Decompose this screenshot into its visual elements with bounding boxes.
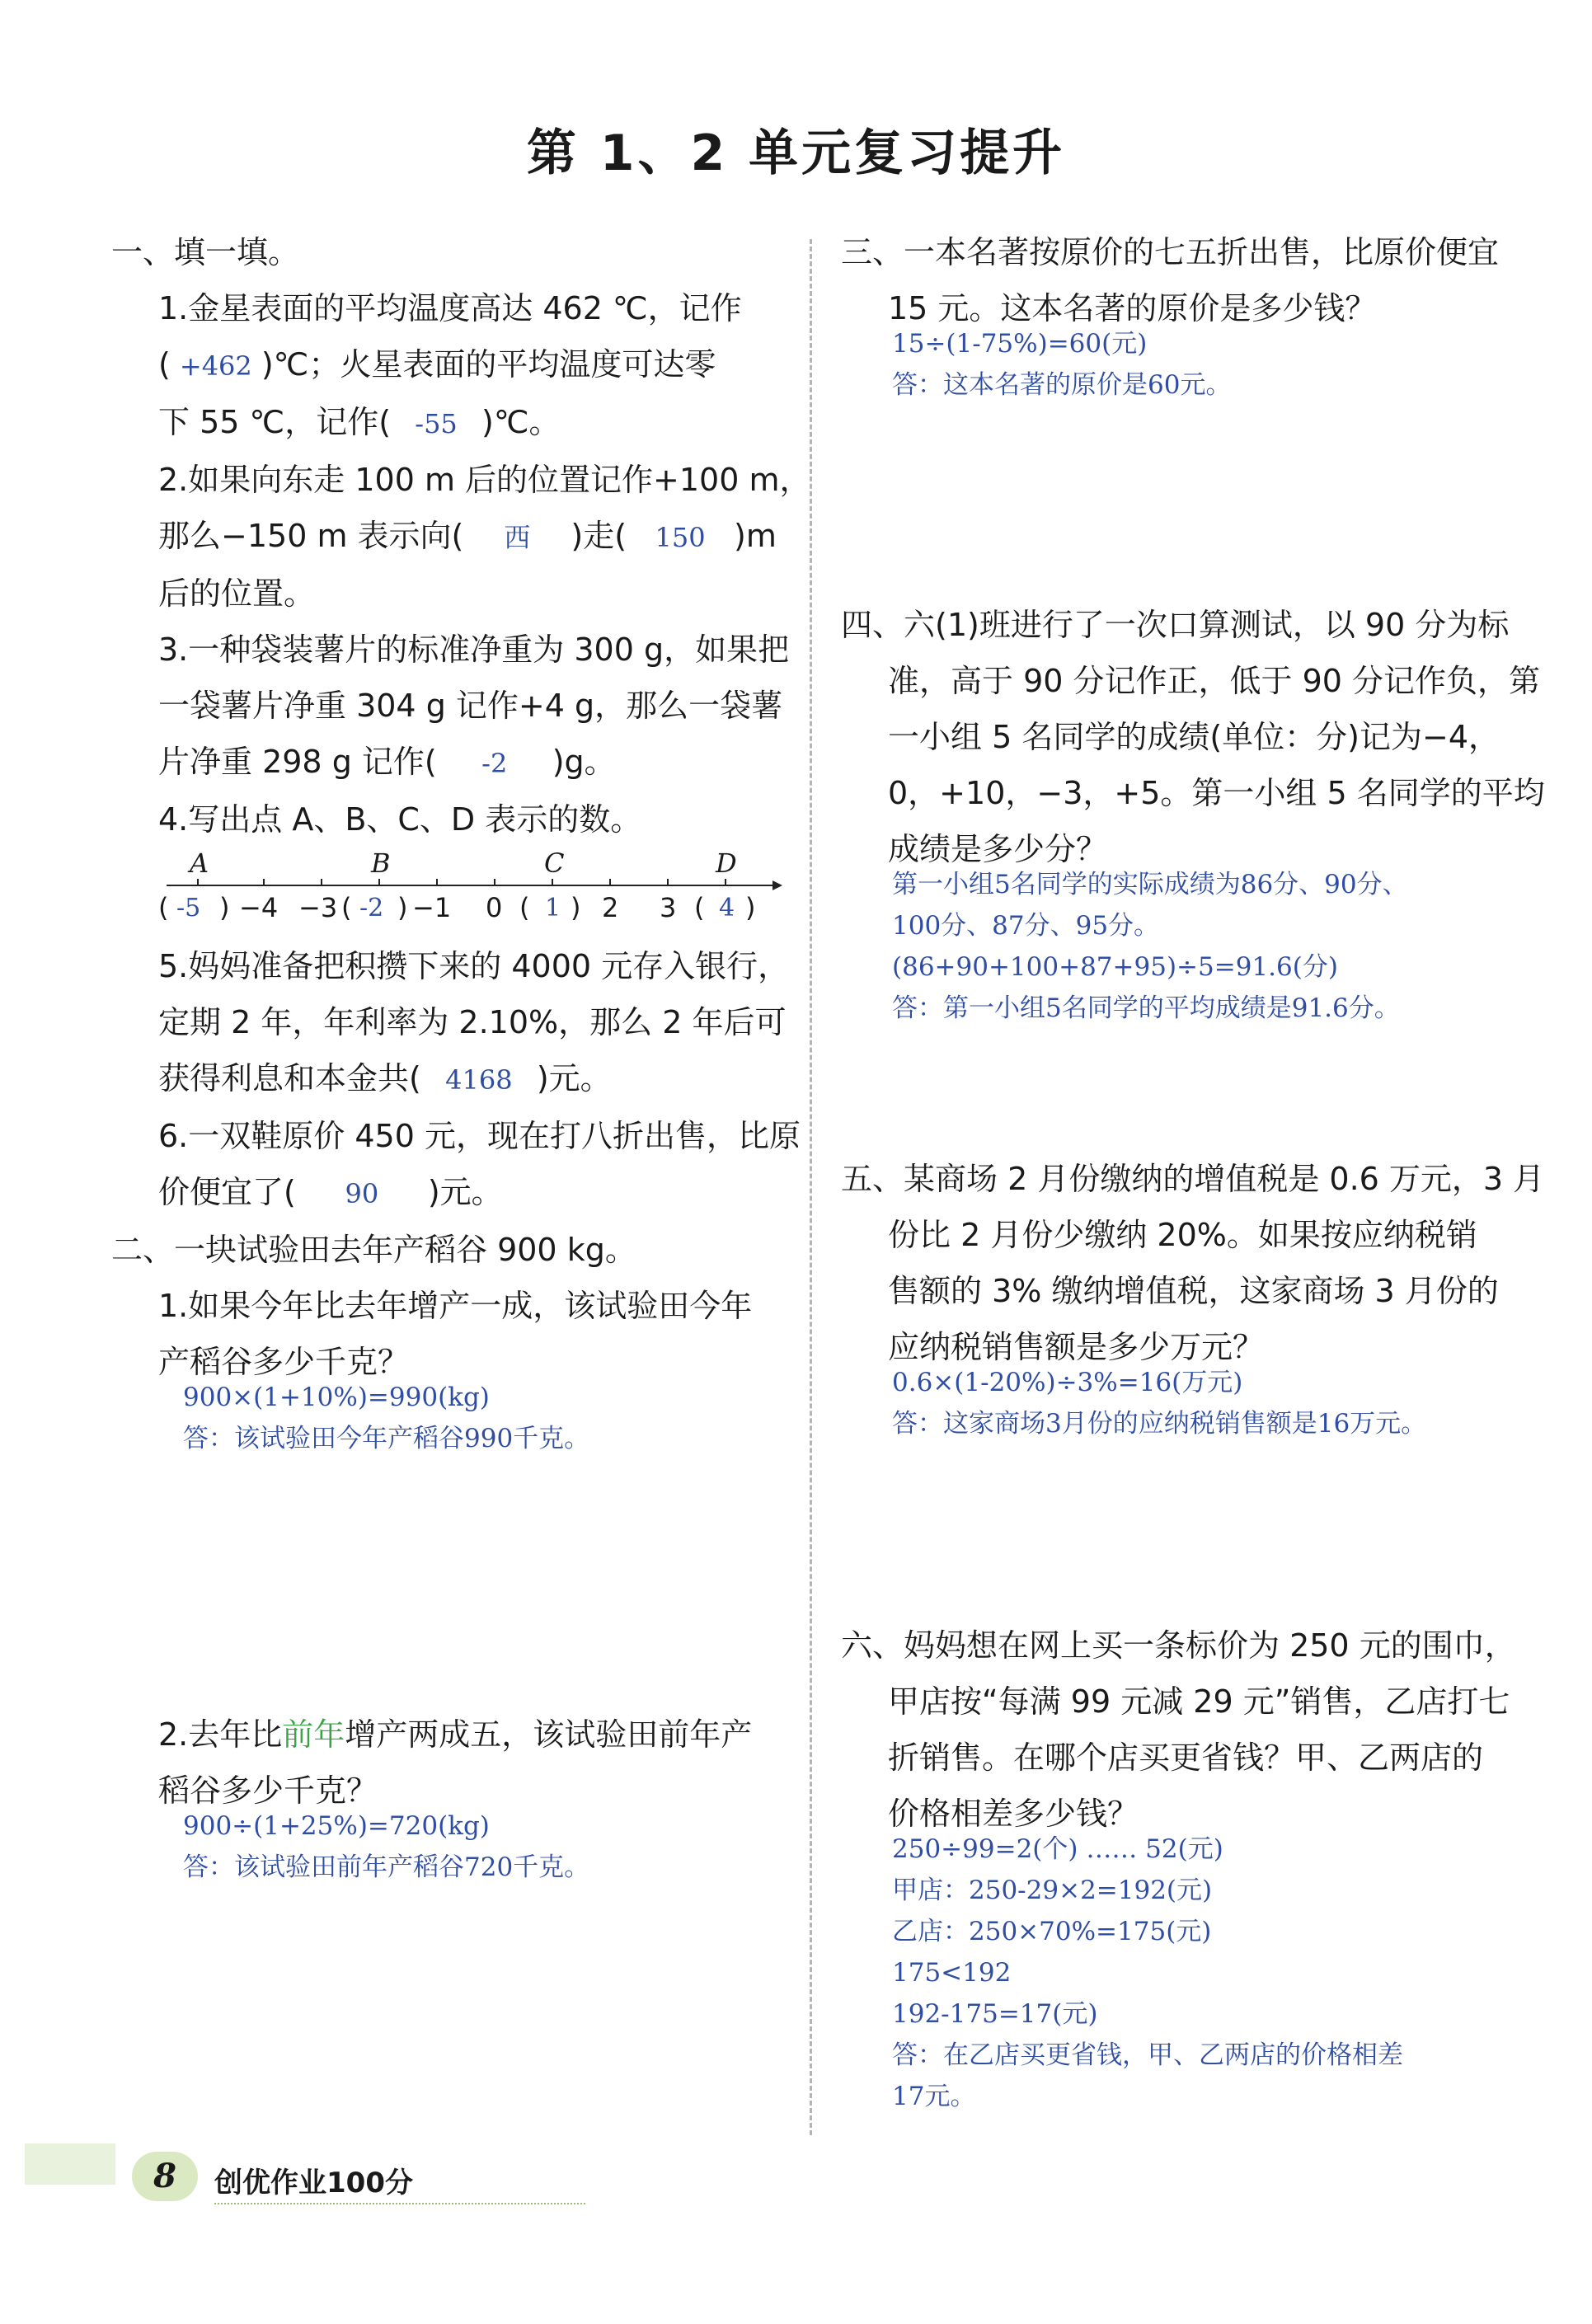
s4-solution-3: (86+90+100+87+95)÷5=91.6(分): [892, 952, 1338, 982]
q22-line-2: 稻谷多少千克？: [158, 1772, 378, 1809]
point-a-label: A: [190, 847, 209, 879]
q3-line-3: 片净重 298 g 记作( -2 )g。: [111, 734, 787, 791]
s3-solution-1: 15÷(1-75%)=60(元): [892, 329, 1148, 359]
footer-decoration: [25, 2143, 115, 2185]
point-b-label: B: [371, 847, 391, 879]
s6-solution-2: 甲店：250-29×2=192(元): [892, 1876, 1213, 1905]
q22-solution-2: 答：该试验田前年产稻谷720千克。: [183, 1852, 590, 1882]
s5-solution-1: 0.6×(1-20%)÷3%=16(万元): [892, 1368, 1243, 1397]
s6-line-3: 折销售。在哪个店买更省钱？甲、乙两店的: [888, 1739, 1484, 1776]
s6-solution-7: 17元。: [892, 2082, 976, 2111]
tick-neg4: −4: [239, 892, 279, 923]
q3-line-2: 一袋薯片净重 304 g 记作+4 g，那么一袋薯: [158, 688, 783, 724]
answer-space: [111, 1459, 787, 1707]
s5-line-2: 份比 2 月份少缴纳 20%。如果按应纳税销: [888, 1217, 1477, 1253]
q5-line-1: 5.妈妈准备把积攒下来的 4000 元存入银行，: [158, 948, 790, 984]
question-1-1: [111, 280, 787, 452]
s3-line-2: 15 元。这本名著的原价是多少钱？: [888, 290, 1377, 326]
question-1-3: [111, 622, 790, 791]
s4-solution-4: 答：第一小组5名同学的平均成绩是91.6分。: [892, 993, 1400, 1023]
column-divider: [810, 239, 812, 2135]
point-a-answer: -5: [176, 894, 201, 923]
q21-solution-2: 答：该试验田今年产稻谷990千克。: [183, 1424, 590, 1453]
question-2-2: [111, 1707, 787, 1888]
s6-solution-3: 乙店：250×70%=175(元): [892, 1917, 1212, 1946]
s5-line-4: 应纳税销售额是多少万元？: [888, 1329, 1265, 1365]
s6-solution-1: 250÷99=2(个) …… 52(元): [892, 1834, 1223, 1864]
section-3: [841, 224, 1525, 406]
section-1-heading: 一、填一填。: [111, 234, 300, 270]
q2-line-2: 那么−150 m 表示向( 西 )走( 150 )m: [111, 508, 787, 566]
s6-solution-5: 192-175=17(元): [892, 1999, 1098, 2029]
point-d-answer: 4: [719, 894, 735, 923]
q2-line-3: 后的位置。: [158, 575, 316, 612]
s4-line-3: 一小组 5 名同学的成绩(单位：分)记为−4，: [888, 719, 1500, 755]
q4-line-1: 4.写出点 A、B、C、D 表示的数。: [158, 801, 642, 838]
q6-line-2: 价便宜了( 90 )元。: [111, 1164, 787, 1222]
section-4: [841, 597, 1545, 1029]
section-5: [841, 1151, 1545, 1444]
question-1-6: [111, 1108, 801, 1222]
s6-solution-4: 175<192: [892, 1958, 1012, 1988]
s4-line-1: 四、六(1)班进行了一次口算测试，以 90 分为标: [841, 607, 1510, 643]
q22-line-1: 2.去年比前年增产两成五，该试验田前年产: [158, 1716, 753, 1753]
page-number: 8: [132, 2152, 198, 2201]
q1-line-3: 下 55 ℃，记作( -55 )℃。: [111, 394, 787, 452]
s5-line-3: 售额的 3% 缴纳增值税，这家商场 3 月份的: [888, 1273, 1499, 1309]
q21-line-1: 1.如果今年比去年增产一成，该试验田今年: [158, 1288, 753, 1324]
q6-line-1: 6.一双鞋原价 450 元，现在打八折出售，比原: [158, 1118, 801, 1154]
q2-line-1: 2.如果向东走 100 m 后的位置记作+100 m，: [158, 462, 811, 498]
q5-answer-1: 4168: [445, 1064, 513, 1096]
s4-solution-1: 第一小组5名同学的实际成绩为86分、90分、: [892, 870, 1408, 899]
brand-name: 创优作业100分: [214, 2167, 413, 2200]
number-line: A B C D ( -5 ) −4 −3 ( -2 ) −1 0 ( 1 ) 2 3 ( 4 ): [158, 847, 785, 938]
question-1-5: [111, 938, 790, 1108]
point-b-answer: -2: [359, 894, 384, 923]
q3-answer-1: -2: [481, 748, 508, 779]
s4-line-5: 成绩是多少分？: [888, 831, 1108, 867]
question-1-2: [111, 452, 811, 622]
q2-answer-2: 150: [655, 522, 706, 553]
question-1-4: [111, 791, 787, 938]
q21-solution-1: 900×(1+10%)=990(kg): [183, 1383, 490, 1412]
s5-line-1: 五、某商场 2 月份缴纳的增值税是 0.6 万元，3 月: [841, 1161, 1545, 1197]
q2-answer-1: 西: [504, 522, 531, 553]
q1-answer-2: -55: [415, 408, 458, 439]
q1-line-2: ( +462 )℃；火星表面的平均温度可达零: [111, 336, 787, 394]
point-c-answer: 1: [545, 894, 561, 923]
s5-solution-2: 答：这家商场3月份的应纳税销售额是16万元。: [892, 1409, 1427, 1439]
s3-line-1: 三、一本名著按原价的七五折出售，比原价便宜: [841, 234, 1500, 270]
tick-3: 3: [660, 892, 677, 923]
point-c-label: C: [544, 847, 565, 879]
left-column: [111, 224, 811, 1888]
q22-solution-1: 900÷(1+25%)=720(kg): [183, 1811, 490, 1841]
question-2-1: [111, 1278, 787, 1459]
section-6: [841, 1617, 1525, 2117]
footer: [132, 2152, 462, 2209]
answer-space: [841, 1444, 1525, 1617]
s3-solution-2: 答：这本名著的原价是60元。: [892, 370, 1232, 400]
q3-line-1: 3.一种袋装薯片的标准净重为 300 g，如果把: [158, 631, 790, 668]
point-d-label: D: [716, 847, 737, 879]
right-column: [841, 224, 1545, 2117]
q1-answer-1: +462: [179, 350, 252, 382]
s6-line-1: 六、妈妈想在网上买一条标价为 250 元的围巾，: [841, 1627, 1516, 1664]
q5-line-3: 获得利息和本金共( 4168 )元。: [111, 1050, 787, 1108]
tick-2: 2: [602, 892, 619, 923]
footer-rule: [214, 2203, 585, 2204]
tick-neg1: −1: [412, 892, 452, 923]
s6-solution-6: 答：在乙店买更省钱，甲、乙两店的价格相差: [892, 2040, 1403, 2070]
answer-space: [841, 406, 1525, 597]
q6-answer-1: 90: [345, 1178, 379, 1209]
tick-0: 0: [486, 892, 503, 923]
q21-line-2: 产稻谷多少千克？: [158, 1344, 410, 1380]
page-title: 第 1、2 单元复习提升: [526, 124, 1066, 182]
s4-line-2: 准，高于 90 分记作正，低于 90 分记作负，第: [888, 663, 1541, 699]
answer-space: [841, 1029, 1525, 1151]
q1-line-1: 1.金星表面的平均温度高达 462 ℃，记作: [158, 290, 742, 326]
s4-line-4: 0，+10，−3，+5。第一小组 5 名同学的平均: [888, 775, 1545, 811]
s6-line-2: 甲店按“每满 99 元减 29 元”销售，乙店打七: [888, 1683, 1510, 1720]
s6-line-4: 价格相差多少钱？: [888, 1796, 1139, 1832]
q5-line-2: 定期 2 年，年利率为 2.10%，那么 2 年后可: [158, 1004, 787, 1040]
s4-solution-2: 100分、87分、95分。: [892, 911, 1160, 941]
tick-neg3: −3: [298, 892, 338, 923]
section-2-heading: 二、一块试验田去年产稻谷 900 kg。: [111, 1232, 636, 1268]
